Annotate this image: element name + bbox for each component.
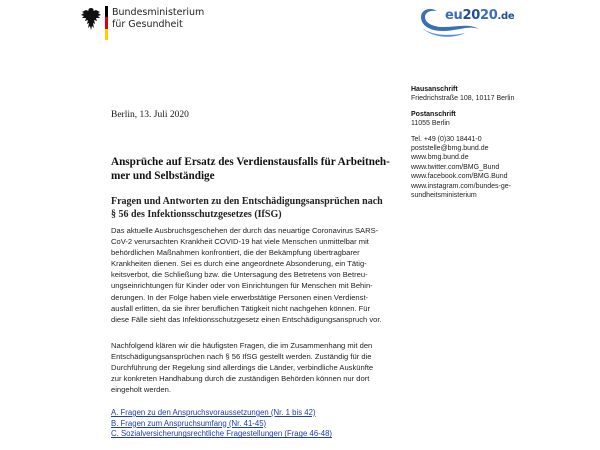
postanschrift-value: 11055 Berlin — [411, 120, 450, 128]
paragraph-line: behördlichen Maßnahmen konfrontiert, die der Bekämpfung übertragbarer — [111, 248, 360, 258]
contact-facebook[interactable]: www.facebook.com/BMG.Bund — [411, 173, 508, 181]
link-section-b[interactable]: B. Fragen zum Anspruchsumfang (Nr. 41-45) — [111, 418, 267, 428]
title-line: Ansprüche auf Ersatz des Verdienstausfalls für Arbeitneh- — [111, 156, 390, 168]
hausanschrift-value: Friedrichstraße 108, 10117 Berlin — [411, 95, 515, 103]
contact-email[interactable]: poststelle@bmg.bund.de — [411, 145, 489, 153]
eu-logo-part: .de — [497, 11, 515, 22]
contact-instagram[interactable]: www.instagram.com/bundes-ge- — [411, 182, 511, 190]
postanschrift-label: Postanschrift — [411, 110, 456, 118]
paragraph-line: ungseinrichtungen für Kinder oder von Einrichtungen für Menschen mit Behin- — [111, 281, 373, 291]
ministry-logo — [80, 6, 280, 40]
paragraph-line: diese Fälle sieht das Infektionsschutzgesetz einen Entschädigungsanspruch vor. — [111, 314, 382, 324]
link-section-a[interactable]: A. Fragen zu den Anspruchsvoraussetzungen (Nr. 1 bis 42) — [111, 408, 316, 417]
contact-phone: Tel. +49 (0)30 18441-0 — [411, 135, 482, 143]
paragraph-line: CoV-2 verursachten Krankheit COVID-19 hat viele Menschen unmittelbar mit — [111, 237, 369, 247]
ministry-name — [112, 7, 204, 31]
paragraph-line: ausfall erlitten, da sie ihrer beruflichen Tätigkeit nicht nachgehen können. Für — [111, 303, 371, 313]
paragraph-line: Das aktuelle Ausbruchsgeschehen der durch das neuartige Coronavirus SARS- — [111, 226, 379, 235]
eu-logo-part: eu — [445, 8, 463, 23]
paragraph-line: eingeholt werden. — [111, 385, 171, 395]
link-section-c[interactable]: C. Sozialversicherungsrechtliche Fragestellungen (Frage 46-48) — [111, 429, 333, 439]
ministry-name-line: Bundesministerium — [112, 7, 205, 18]
letter-date: Berlin, 13. Juli 2020 — [111, 110, 189, 120]
federal-eagle-icon — [80, 6, 102, 32]
paragraph-line: zur konkreten Handhabung durch die zuständigen Behörden können nur dort — [111, 374, 370, 384]
paragraph-line: Entschädigungsansprüchen nach § 56 IfSG gestellt werden. Zuständig für die — [111, 352, 372, 362]
paragraph-line: Krankheiten dienen. Sei es durch eine angeordnete Absonderung, ein Tätig- — [111, 259, 367, 269]
eu2020-wordmark — [445, 8, 514, 23]
document-subtitle — [111, 195, 396, 221]
paragraph-line: Nachfolgend klären wir die häufigsten Fragen, die im Zusammenhang mit den — [111, 341, 373, 350]
title-line: mer und Selbständige — [111, 170, 215, 182]
ministry-name-line: für Gesundheit — [112, 19, 183, 30]
contact-instagram-cont[interactable]: sundheitsministerium — [411, 192, 477, 200]
contact-twitter[interactable]: www.twitter.com/BMG_Bund — [411, 163, 500, 171]
intro-paragraph — [111, 225, 401, 325]
hausanschrift-label: Hausanschrift — [411, 86, 458, 93]
document-title — [111, 155, 391, 183]
section-links — [111, 408, 332, 440]
contact-website[interactable]: www.bmg.bund.de — [411, 154, 469, 162]
paragraph-line: Durchführung der Regelung sind allerdings die Länder, verbindliche Auskünfte — [111, 363, 374, 373]
address-block — [411, 85, 596, 200]
eu-logo-part: 20 — [462, 8, 480, 23]
subtitle-line: § 56 des Infektionsschutzgesetzes (IfSG) — [111, 209, 282, 220]
eu-logo-part: 20 — [479, 8, 498, 23]
followup-paragraph — [111, 340, 401, 395]
german-flag-bar — [105, 6, 108, 40]
subtitle-line: Fragen und Antworten zu den Entschädigungsansprüchen nach — [111, 196, 383, 207]
paragraph-line: keitsverbot, die Schließung bzw. die Untersagung des Betretens von Betreu- — [111, 270, 368, 280]
eu2020-logo[interactable] — [417, 5, 515, 39]
paragraph-line: derungen. In der Folge haben viele erwerbstätige Personen einen Verdienst- — [111, 292, 369, 302]
